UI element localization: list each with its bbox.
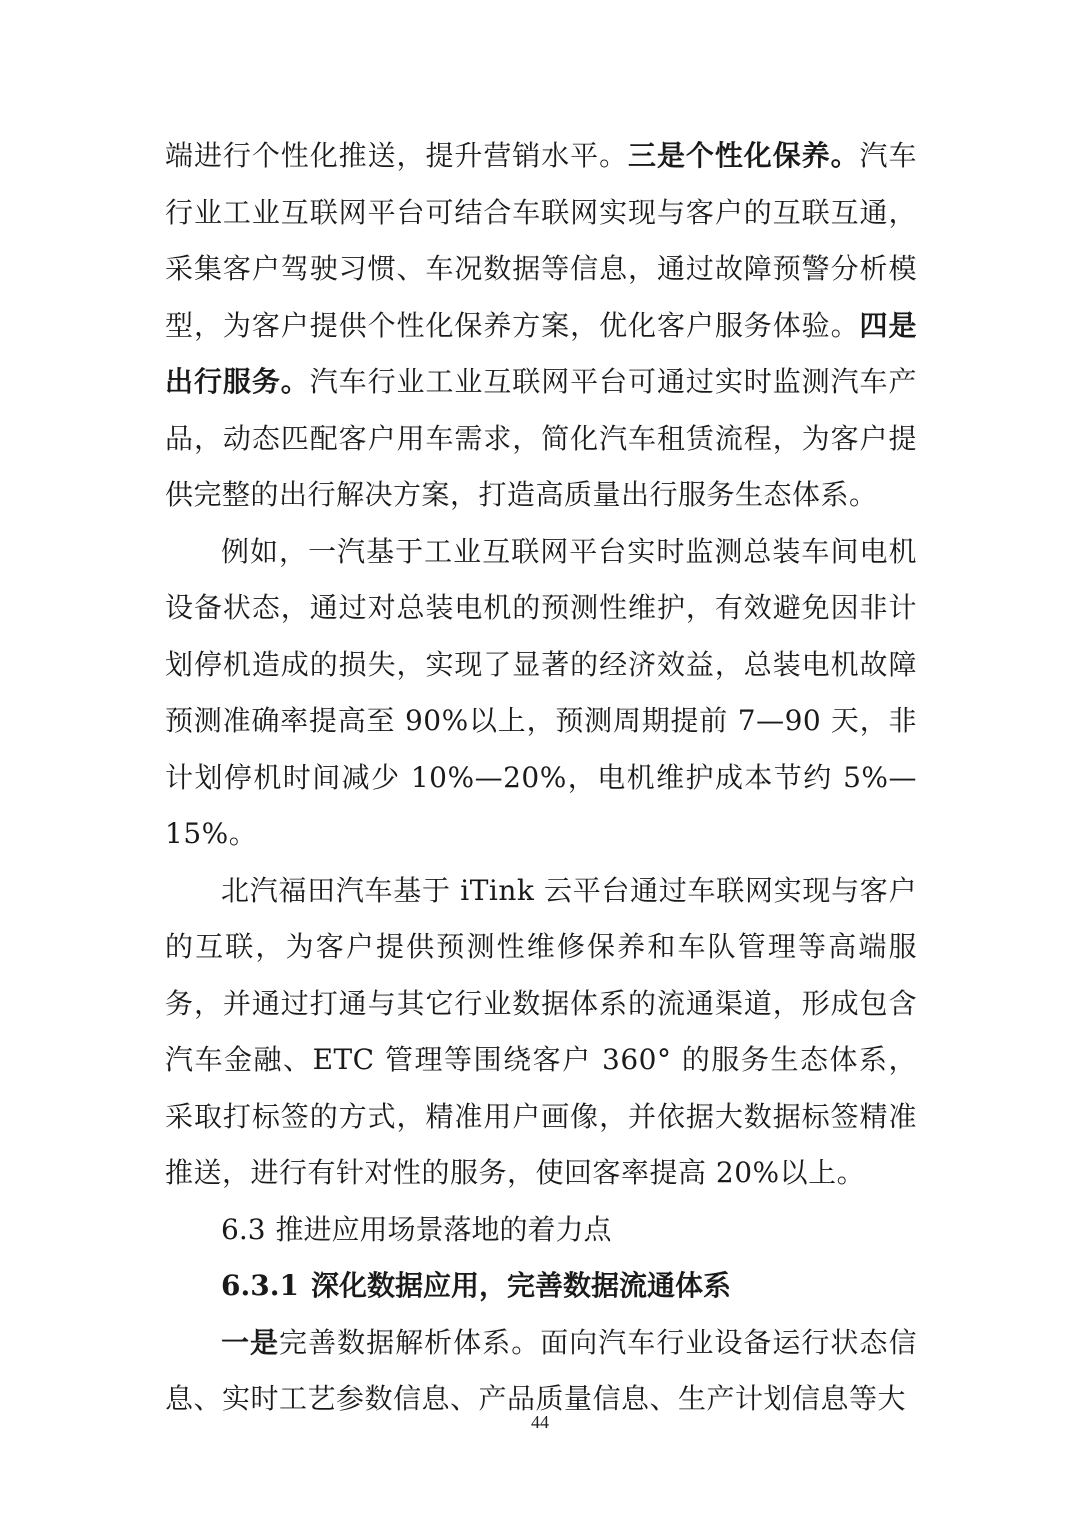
page-content: [165, 128, 917, 1428]
page-number: 44: [531, 1412, 549, 1432]
emphasis-text: 四是出行服务。: [165, 308, 917, 398]
subsection-heading: [165, 1258, 917, 1315]
section-title: 推进应用场景落地的着力点: [275, 1212, 612, 1246]
paragraph-text: 完善数据解析体系。面向汽车行业设备运行状态信息、实时工艺参数信息、产品质量信息、生产计划信息等大: [165, 1325, 917, 1415]
subsection-number: 6.3.1: [221, 1269, 299, 1302]
paragraph-faw-example: 例如，一汽基于工业互联网平台实时监测总装车间电机设备状态，通过对总装电机的预测性维护，有效避免因非计划停机造成的损失，实现了显著的经济效益，总装电机故障预测准确率提高至 90%以上，预测周期提前 7—90 天，非计划停机时间减少 10%—20%，电机维护成本节约 5%—15%。: [165, 534, 917, 850]
paragraph-text: 汽车行业工业互联网平台可通过实时监测汽车产品，动态匹配客户用车需求，简化汽车租赁流程，为客户提供完整的出行解决方案，打造高质量出行服务生态体系。: [165, 365, 917, 511]
emphasis-text: 三是个性化保养。: [628, 139, 860, 172]
section-number: 6.3: [221, 1212, 266, 1246]
paragraph-text: 端进行个性化推送，提升营销水平。: [165, 139, 629, 172]
section-heading: [165, 1202, 917, 1259]
paragraph-services: [165, 128, 917, 524]
paragraph-text: 汽车行业工业互联网平台可结合车联网实现与客户的互联互通，采集客户驾驶习惯、车况数据等信息，通过故障预警分析模型，为客户提供个性化保养方案，优化客户服务体验。: [165, 139, 917, 342]
subsection-title: 深化数据应用，完善数据流通体系: [310, 1269, 731, 1302]
paragraph-data-analysis: [165, 1315, 917, 1428]
emphasis-text: 一是: [221, 1325, 280, 1359]
paragraph-foton-example: 北汽福田汽车基于 iTink 云平台通过车联网实现与客户的互联，为客户提供预测性维修保养和车队管理等高端服务，并通过打通与其它行业数据体系的流通渠道，形成包含汽车金融、ETC 管理等围绕客户 360° 的服务生态体系，采取打标签的方式，精准用户画像，并依据大数据标签精准推送，进行有针对性的服务，使回客率提高 20%以上。: [165, 873, 917, 1189]
